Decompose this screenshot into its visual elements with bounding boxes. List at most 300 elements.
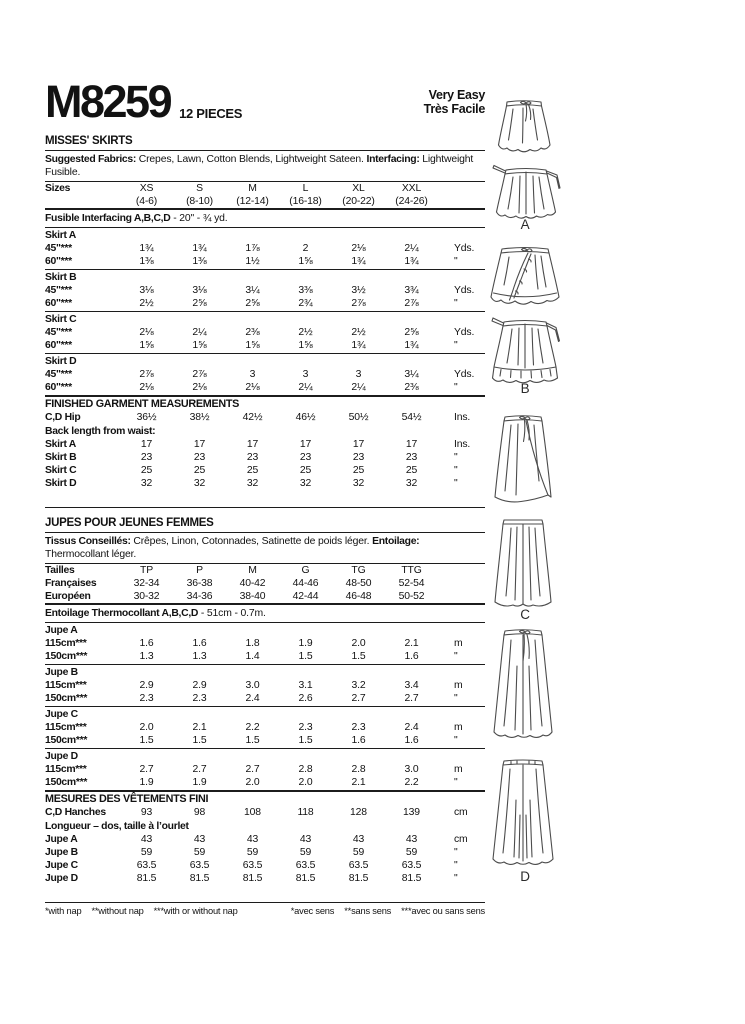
table-cell: 2⅜ [404,382,419,393]
yardage-table-en [45,228,485,397]
yardage-section [45,749,485,792]
table-row [45,477,485,490]
table-cell: 2.1 [404,638,419,649]
table-cell: 2.3 [192,693,207,704]
table-cell: S [196,183,203,194]
table-cell: 3.4 [404,680,419,691]
table-cell: 1.6 [404,735,419,746]
illustration-column [485,0,745,1024]
back-length-label-en: Back length from waist: [45,426,156,437]
table-cell: 1.5 [298,735,313,746]
fusible-note-rest: - 20" - ¾ yd. [170,213,228,224]
yardage-table-fr [45,623,485,792]
table-cell: 2.6 [298,693,313,704]
table-cell: 2⅛ [245,382,260,393]
table-cell: 3 [249,369,256,380]
row-label: 150cm*** [45,651,88,662]
table-cell: 32 [352,478,365,489]
table-cell: G [301,565,310,576]
table-cell: 3.0 [404,764,419,775]
row-label: 115cm*** [45,722,87,733]
table-cell: 2⅛ [139,327,154,338]
table-cell: 23 [193,452,206,463]
row-label: 60"*** [45,298,72,309]
unit-cell: " [454,651,458,662]
table-cell: 32 [193,478,206,489]
row-label: 45"*** [45,369,72,380]
skirt-c-back-illustration [491,514,555,614]
table-cell: 1.5 [192,735,207,746]
table-cell: 25 [352,465,365,476]
table-cell: 1⅝ [139,340,154,351]
unit-cell: m [454,680,463,691]
table-cell: 1⅜ [192,256,207,267]
row-label: Jupe B [45,847,78,858]
row-label: Jupe D [45,873,78,884]
table-cell: 2⅞ [404,298,419,309]
table-cell: 81.5 [295,873,316,884]
table-cell: 1⅞ [245,243,260,254]
table-cell: 50-52 [398,591,425,602]
table-cell: 59 [352,847,365,858]
row-label: C,D Hip [45,412,81,423]
unit-cell: Yds. [454,285,475,296]
unit-cell: Yds. [454,243,475,254]
table-cell: (4-6) [135,196,158,207]
table-cell: 81.5 [348,873,369,884]
table-cell: 23 [352,452,365,463]
table-row [45,381,485,394]
table-cell: 63.5 [401,860,422,871]
row-label: Sizes [45,183,71,194]
row-label: Skirt C [45,465,77,476]
table-cell: 1¾ [351,256,366,267]
table-cell: 25 [405,465,418,476]
difficulty-fr: Très Facile [423,102,485,116]
table-row [45,776,485,789]
table-cell: 43 [246,834,259,845]
table-cell: 44-46 [292,578,319,589]
yardage-section [45,707,485,749]
unit-cell: " [454,298,458,309]
table-cell: 2⅜ [245,327,260,338]
table-cell: 2⅛ [351,243,366,254]
table-cell: 2.7 [404,693,419,704]
yardage-section-name: Jupe D [45,751,78,762]
footnote-avec-ou-sans-sens: ***avec ou sans sens [401,906,485,916]
table-cell: 38-40 [239,591,266,602]
view-label-b: B [520,381,530,396]
footnotes-en [45,906,238,916]
table-cell: 2¼ [192,327,207,338]
yardage-section [45,312,485,354]
info-column [45,76,485,885]
table-row [45,806,485,819]
table-cell: 3⅛ [192,285,207,296]
table-row [45,692,485,705]
table-cell: 1¾ [351,340,366,351]
table-cell: 43 [193,834,206,845]
table-cell: 2.8 [298,764,313,775]
table-row [45,411,485,424]
table-cell: 3.0 [245,680,260,691]
row-label: Jupe A [45,834,78,845]
table-cell: TP [140,565,153,576]
skirt-a-front-illustration [495,95,553,157]
table-cell: 32 [299,478,312,489]
fabrics-text-fr: Crêpes, Linon, Cotonnades, Satinette de poids léger. [130,536,373,547]
table-cell: 2.7 [139,764,154,775]
table-cell: 1.4 [245,651,260,662]
row-label: Skirt D [45,478,77,489]
unit-cell: Yds. [454,369,475,380]
unit-cell: " [454,735,458,746]
size-header-table-en [45,182,485,208]
row-label: Skirt B [45,452,77,463]
row-label: C,D Hanches [45,807,106,818]
table-row [45,464,485,477]
table-cell: 2.0 [298,777,313,788]
table-cell: 3.2 [351,680,366,691]
table-cell: 2⅛ [192,382,207,393]
table-cell: 2¾ [298,298,313,309]
table-cell: 63.5 [189,860,210,871]
table-cell: 25 [193,465,206,476]
table-cell: 1⅝ [245,340,260,351]
table-cell: 3½ [351,285,366,296]
table-cell: 3 [302,369,309,380]
row-label: Françaises [45,578,97,589]
suggested-fabrics-note-fr [45,533,485,563]
table-cell: 32 [140,478,153,489]
table-cell: 1⅝ [298,340,313,351]
row-label: Jupe C [45,860,78,871]
row-label: Tailles [45,565,75,576]
table-cell: 17 [246,439,259,450]
table-cell: 25 [246,465,259,476]
table-cell: TG [351,565,366,576]
fabrics-text: Crepes, Lawn, Cotton Blends, Lightweight Sateen. [136,154,367,165]
table-cell: 46½ [295,412,316,423]
yardage-section-name: Skirt A [45,230,77,241]
table-cell: 81.5 [242,873,263,884]
table-cell: 93 [140,807,153,818]
yardage-section-name: Jupe C [45,709,78,720]
table-cell: 1½ [245,256,260,267]
row-label: 60"*** [45,382,72,393]
unit-cell: " [454,465,458,476]
yardage-section [45,228,485,270]
table-cell: 139 [403,807,420,818]
table-cell: 23 [299,452,312,463]
table-cell: 2.8 [351,764,366,775]
row-label: 45"*** [45,285,72,296]
table-cell: 59 [140,847,153,858]
table-cell: XXL [401,183,422,194]
table-cell: M [248,565,257,576]
table-cell: 1¾ [404,256,419,267]
unit-cell: cm [454,834,468,845]
table-cell: 38½ [189,412,210,423]
yardage-section [45,354,485,397]
table-cell: 23 [405,452,418,463]
row-label: 150cm*** [45,777,88,788]
table-cell: 2.2 [404,777,419,788]
table-cell: 2.4 [245,693,260,704]
fabrics-label-fr: Tissus Conseillés: [45,536,131,547]
skirt-d-front-illustration [491,626,555,746]
yardage-section-name: Jupe B [45,667,78,678]
fusible-interfacing-note [45,210,485,227]
unit-cell [438,577,485,590]
finished-measurements-heading-fr: MESURES DES VÊTEMENTS FINI [45,793,209,805]
row-label: 115cm*** [45,764,87,775]
table-cell: 36-38 [186,578,213,589]
table-cell: 43 [352,834,365,845]
table-cell: 1.9 [298,638,313,649]
table-cell: 98 [193,807,206,818]
hip-row-en [45,411,485,424]
table-row [45,872,485,885]
table-cell: 23 [140,452,153,463]
table-row [45,763,485,776]
table-cell: 1.3 [192,651,207,662]
suggested-fabrics-note [45,151,485,181]
table-cell: 59 [246,847,259,858]
table-cell: 1.5 [351,651,366,662]
table-cell: 1⅜ [139,256,154,267]
view-label-d: D [520,869,530,884]
table-cell: 46-48 [345,591,372,602]
table-cell: 43 [299,834,312,845]
yardage-section-name: Skirt B [45,272,77,283]
spacer [45,490,485,507]
table-cell: 1.5 [298,651,313,662]
unit-cell [438,195,485,208]
table-row [45,451,485,464]
unit-cell [438,182,485,195]
table-cell: 17 [140,439,153,450]
unit-cell: " [454,382,458,393]
yardage-section [45,623,485,665]
table-cell: 52-54 [398,578,425,589]
table-cell: 1.6 [351,735,366,746]
unit-cell: m [454,764,463,775]
table-cell: 50½ [348,412,369,423]
yardage-section-name: Skirt D [45,356,77,367]
table-row [45,368,485,381]
table-cell: 2.3 [298,722,313,733]
table-cell: 17 [405,439,418,450]
unit-cell: " [454,847,458,858]
table-row [45,734,485,747]
unit-cell: Ins. [454,439,471,450]
table-row [45,637,485,650]
table-cell: M [248,183,257,194]
table-cell: 2.3 [351,722,366,733]
table-cell: 81.5 [189,873,210,884]
table-cell: 1⅝ [192,340,207,351]
table-cell: (20-22) [342,196,375,207]
table-row [45,590,485,603]
entoilage-label: Entoilage: [372,536,420,547]
table-cell: 1.5 [139,735,154,746]
footnote-sans-sens: **sans sens [344,906,392,916]
table-cell: 1¾ [139,243,154,254]
table-cell: 1.5 [245,735,260,746]
back-length-label-fr: Longueur – dos, taille à l’ourlet [45,821,189,832]
table-cell: 42-44 [292,591,319,602]
table-row [45,242,485,255]
table-cell: 59 [299,847,312,858]
entoilage-note-bold: Entoilage Thermocollant A,B,C,D [45,608,199,619]
table-cell: (24-26) [395,196,428,207]
finished-measurements-heading-en: FINISHED GARMENT MEASUREMENTS [45,398,240,410]
unit-cell: cm [454,807,468,818]
table-row [45,564,485,577]
difficulty-en: Very Easy [428,88,485,102]
unit-cell [438,590,485,603]
table-cell: 2½ [139,298,154,309]
yardage-section-name: Jupe A [45,625,78,636]
table-cell: 2⅝ [404,327,419,338]
table-cell: 43 [140,834,153,845]
pieces-count: 12 PIECES [179,106,243,121]
table-cell: 2.7 [245,764,260,775]
section-title-fr: JUPES POUR JEUNES FEMMES [45,517,214,529]
table-cell: 2¼ [298,382,313,393]
unit-cell: " [454,693,458,704]
table-cell: 2¼ [351,382,366,393]
skirt-d-back-illustration [489,755,557,873]
table-row [45,438,485,451]
table-row [45,284,485,297]
table-cell: 54½ [401,412,422,423]
table-row [45,255,485,268]
table-cell: 2⅝ [192,298,207,309]
table-row [45,326,485,339]
back-length-table-en [45,438,485,490]
skirt-b-front-illustration [487,241,563,311]
row-label: 60"*** [45,256,72,267]
table-cell: 2⅛ [139,382,154,393]
table-cell: 3¼ [404,369,419,380]
pattern-number: M8259 [45,76,171,127]
skirt-b-back-illustration [487,313,563,387]
table-cell: P [196,565,203,576]
unit-cell: Yds. [454,327,475,338]
skirt-c-front-illustration [491,411,555,509]
table-row [45,650,485,663]
table-cell: 118 [297,807,314,818]
table-cell: 63.5 [242,860,263,871]
table-cell: 2.4 [404,722,419,733]
table-cell: 17 [352,439,365,450]
table-cell: 2.2 [245,722,260,733]
table-cell: 63.5 [348,860,369,871]
table-cell: 2.1 [351,777,366,788]
table-cell: 1⅝ [298,256,313,267]
table-cell: 48-50 [345,578,372,589]
table-cell: 3⅜ [298,285,313,296]
table-cell: 25 [299,465,312,476]
table-cell: 2¼ [404,243,419,254]
table-cell: 2.0 [245,777,260,788]
view-label-c: C [520,607,530,622]
row-label: Européen [45,591,91,602]
table-cell: (12-14) [236,196,269,207]
table-cell: 36½ [136,412,157,423]
fusible-note-bold: Fusible Interfacing A,B,C,D [45,213,171,224]
table-cell: 2.9 [139,680,154,691]
view-label-a: A [520,217,530,232]
table-row [45,721,485,734]
table-cell: XL [352,183,365,194]
footnote-with-or-without-nap: ***with or without nap [153,906,238,916]
table-row [45,833,485,846]
row-label [45,195,120,208]
row-label: 150cm*** [45,735,88,746]
table-cell: (8-10) [186,196,213,207]
table-cell: 17 [193,439,206,450]
table-cell: 1.9 [192,777,207,788]
table-cell: 2.1 [192,722,207,733]
yardage-section [45,270,485,312]
table-cell: 2⅞ [192,369,207,380]
table-cell: 1.9 [139,777,154,788]
unit-cell: " [454,873,458,884]
section-title-en: MISSES' SKIRTS [45,135,133,147]
unit-cell: " [454,478,458,489]
table-cell: 3 [355,369,362,380]
table-cell: 32 [405,478,418,489]
footnote-with-nap: *with nap [45,906,82,916]
table-row [45,339,485,352]
unit-cell: " [454,777,458,788]
table-cell: XS [139,183,154,194]
difficulty-rating [424,88,485,116]
table-cell: 2.3 [139,693,154,704]
yardage-section [45,665,485,707]
table-cell: L [302,183,309,194]
entoilage-text: Thermocollant léger. [45,549,137,560]
unit-cell: m [454,638,463,649]
table-cell: 2.9 [192,680,207,691]
footnote-avec-sens: *avec sens [290,906,335,916]
table-cell: 2⅝ [245,298,260,309]
row-label: Skirt A [45,439,77,450]
table-cell: 3¾ [404,285,419,296]
table-cell: 59 [193,847,206,858]
interfacing-label: Interfacing: [366,154,420,165]
row-label: 115cm*** [45,680,87,691]
table-cell: 23 [246,452,259,463]
table-row [45,679,485,692]
table-cell: 43 [405,834,418,845]
table-cell: 1¾ [404,340,419,351]
unit-cell: " [454,256,458,267]
fabrics-label: Suggested Fabrics: [45,154,137,165]
interfacing-text: Lightweight Fusible. [45,154,474,178]
table-cell: 2 [302,243,309,254]
table-cell: 3.1 [298,680,313,691]
entoilage-note-rest: - 51cm - 0.7m. [198,608,266,619]
unit-cell: " [454,860,458,871]
table-cell: 1.3 [139,651,154,662]
table-cell: TTG [401,565,422,576]
table-cell: 25 [140,465,153,476]
table-cell: 59 [405,847,418,858]
